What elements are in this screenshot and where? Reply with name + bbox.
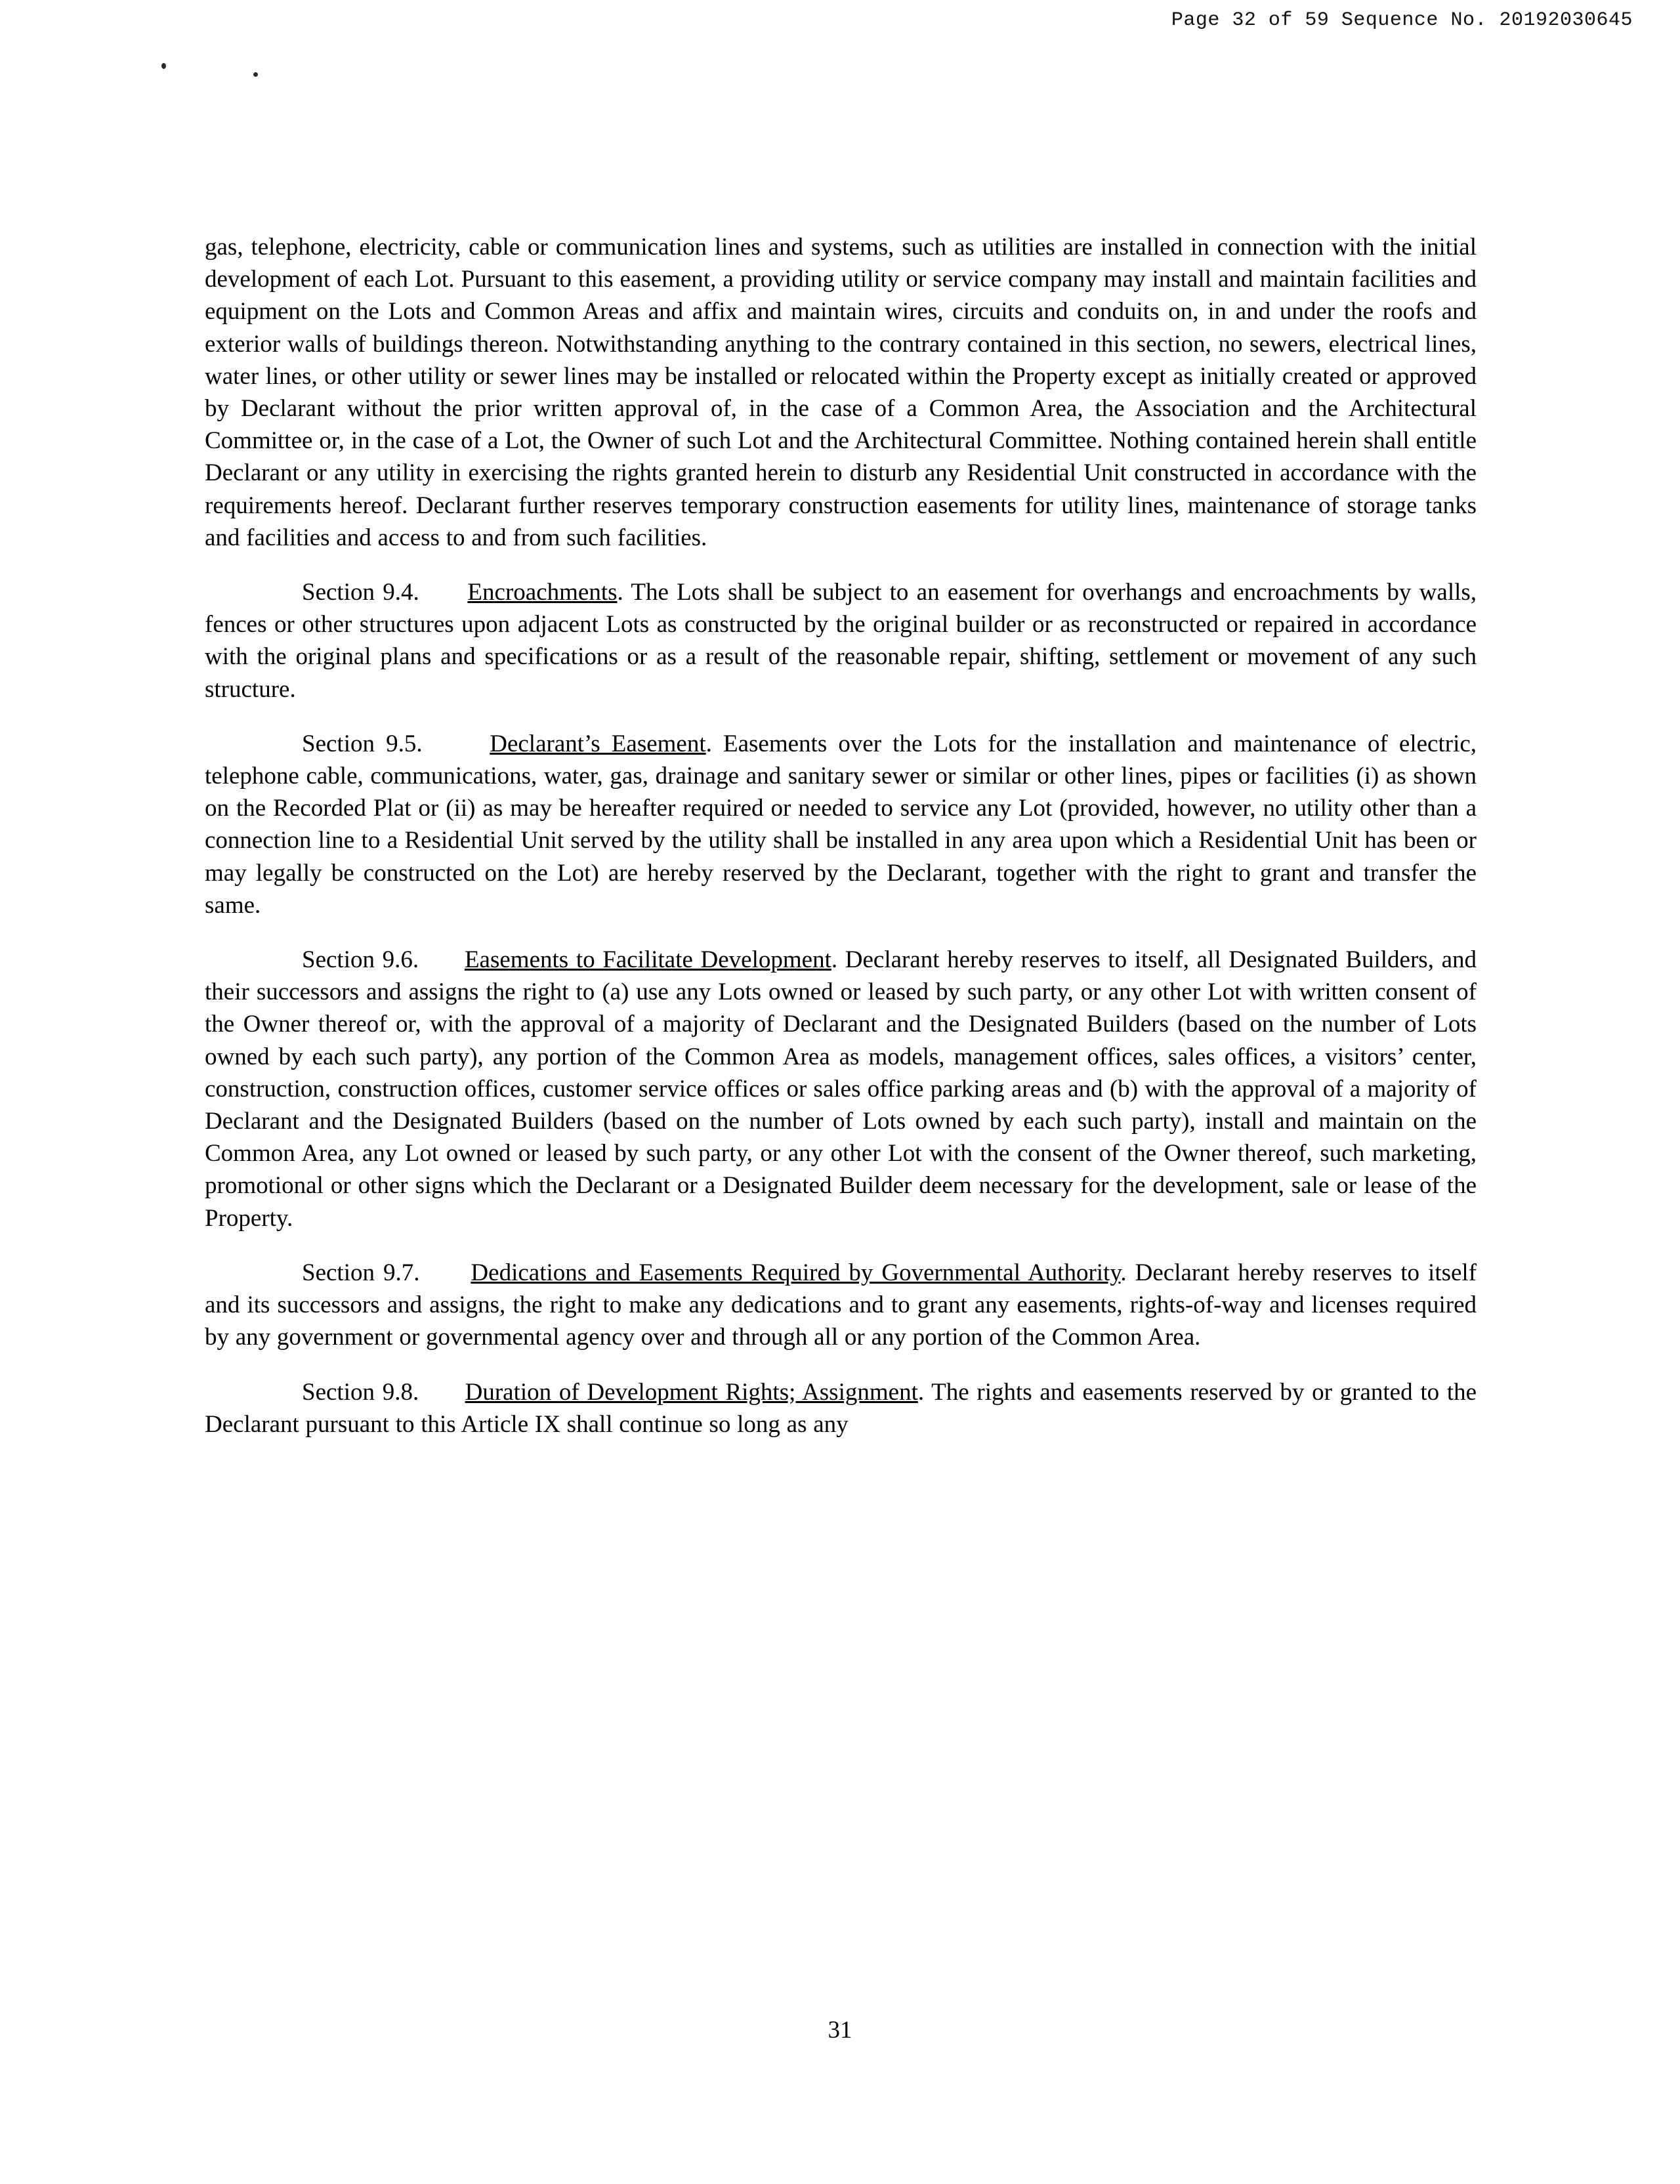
section-9-5-title: Declarant’s Easement xyxy=(490,730,706,757)
scan-speck-icon xyxy=(253,72,258,77)
section-9-7-text: . Declarant hereby reserves to itself and its successors and assigns, the right to make any dedications and to grant any easements, rights-of-way and licenses required by any government or governmental agency over and through all or any portion of the Common Area. xyxy=(205,1259,1477,1351)
section-9-6 xyxy=(205,944,1477,1234)
section-9-6-title: Easements to Facilitate Development xyxy=(464,946,831,974)
recording-stamp-header: Page 32 of 59 Sequence No. 20192030645 xyxy=(1171,9,1633,32)
paragraph-continuation: gas, telephone, electricity, cable or communication lines and systems, such as utilities are installed in connection with the initial development of each Lot. Pursuant to this easement, a providing utility or service company may install and maintain facilities and equipment on the Lots and Common Areas and affix and maintain wires, circuits and conduits on, in and under the roofs and exterior walls of buildings thereon. Notwithstanding anything to the contrary contained in this section, no sewers, electrical lines, water lines, or other utility or sewer lines may be installed or relocated within the Property except as initially created or approved by Declarant without the prior written approval of, in the case of a Common Area, the Association and the Architectural Committee or, in the case of a Lot, the Owner of such Lot and the Architectural Committee. Nothing contained herein shall entitle Declarant or any utility in exercising the rights granted herein to disturb any Residential Unit constructed in accordance with the requirements hereof. Declarant further reserves temporary construction easements for utility lines, maintenance of storage tanks and facilities and access to and from such facilities. xyxy=(205,234,1477,551)
section-9-7-label: Section 9.7. xyxy=(302,1259,420,1286)
section-9-4-title: Encroachments xyxy=(467,579,618,606)
section-9-5 xyxy=(205,728,1477,921)
section-9-6-text: . Declarant hereby reserves to itself, all Designated Builders, and their successors and assigns the right to (a) use any Lots owned or leased by such party, or any other Lot with written consent of the Owner thereof or, with the approval of a majority of Declarant and the Designated Builders (based on the number of Lots owned by each such party), any portion of the Common Area as models, management offices, sales offices, a visitors’ center, construction, construction offices, customer service offices or sales office parking areas and (b) with the approval of a majority of Declarant and the Designated Builders (based on the number of Lots owned by each such party), install and maintain on the Common Area, any Lot owned or leased by such party, or any other Lot with the consent of the Owner thereof, such marketing, promotional or other signs which the Declarant or a Designated Builder deem necessary for the development, sale or lease of the Property. xyxy=(205,946,1477,1232)
section-9-4-label: Section 9.4. xyxy=(302,579,419,606)
section-9-4-text: . The Lots shall be subject to an easement for overhangs and encroachments by walls, fences or other structures upon adjacent Lots as constructed by the original builder or as reconstructed or repaired in accordance with the original plans and specifications or as a result of the reasonable repair, shifting, settlement or movement of any such structure. xyxy=(205,579,1477,703)
section-9-7-title: Dedications and Easements Required by Governmental Authority xyxy=(471,1259,1121,1286)
section-9-6-label: Section 9.6. xyxy=(302,946,419,974)
section-9-8-title: Duration of Development Rights; Assignment xyxy=(465,1378,918,1406)
section-9-7 xyxy=(205,1257,1477,1354)
page-number: 31 xyxy=(828,2017,852,2044)
section-9-5-label: Section 9.5. xyxy=(302,730,423,757)
section-9-8-label: Section 9.8. xyxy=(302,1378,419,1406)
section-9-8-text: . The rights and easements reserved by or granted to the Declarant pursuant to this Article IX shall continue so long as any xyxy=(205,1378,1477,1438)
section-9-8 xyxy=(205,1376,1477,1440)
section-9-5-text: . Easements over the Lots for the installation and maintenance of electric, telephone cable, communications, water, gas, drainage and sanitary sewer or similar or other lines, pipes or facilities (i) as shown on the Recorded Plat or (ii) as may be hereafter required or needed to service any Lot (provided, however, no utility other than a connection line to a Residential Unit served by the utility shall be installed in any area upon which a Residential Unit has been or may legally be constructed on the Lot) are hereby reserved by the Declarant, together with the right to grant and transfer the same. xyxy=(205,730,1477,919)
section-9-4 xyxy=(205,576,1477,705)
document-body xyxy=(205,231,1477,1440)
scan-speck-icon xyxy=(161,63,166,69)
